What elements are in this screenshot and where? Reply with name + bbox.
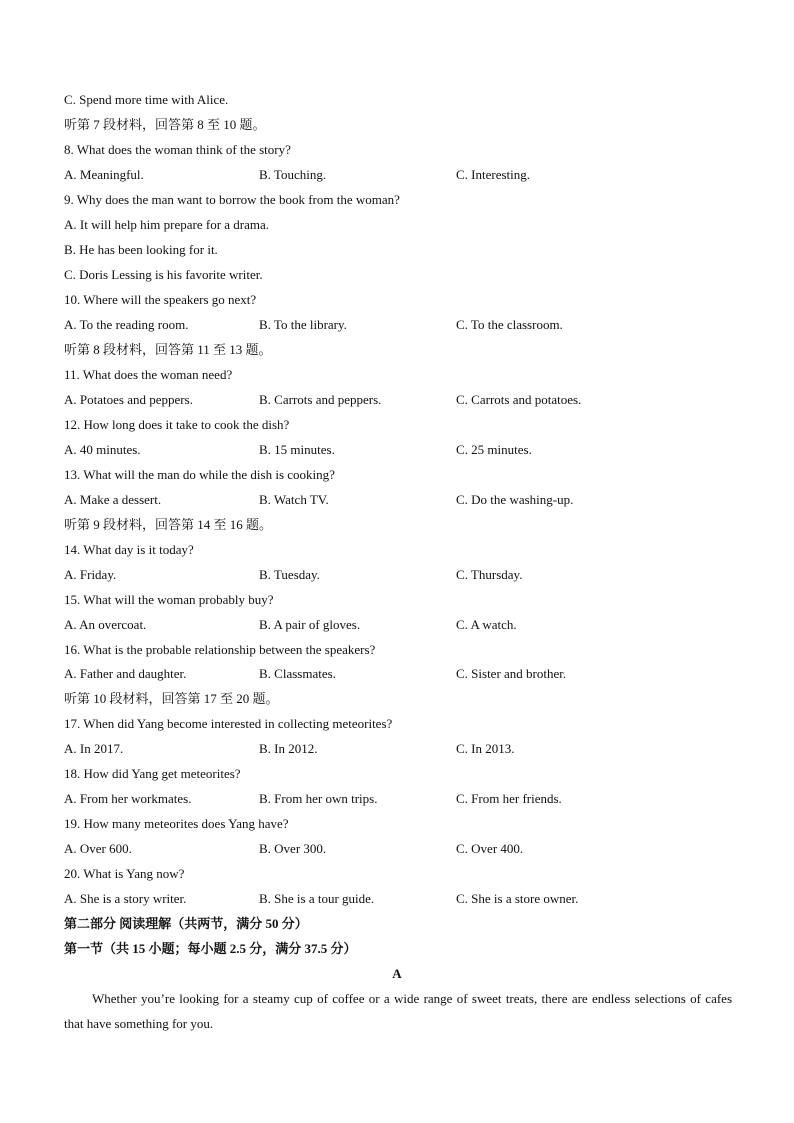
- q17-question: 17. When did Yang become interested in collecting meteorites?: [64, 716, 393, 731]
- q15-question: 15. What will the woman probably buy?: [64, 592, 274, 607]
- section-one-title: 第一节（共 15 小题；每小题 2.5 分，满分 37.5 分）: [64, 941, 357, 956]
- q8-question: 8. What does the woman think of the story?: [64, 142, 291, 157]
- q16-option-c: C. Sister and brother.: [456, 666, 567, 681]
- q16-question: 16. What is the probable relationship between the speakers?: [64, 642, 376, 657]
- q8-option-c: C. Interesting.: [456, 167, 531, 182]
- q14-option-b: B. Tuesday.: [259, 567, 320, 582]
- q19-question: 19. How many meteorites does Yang have?: [64, 816, 289, 831]
- q17-option-c: C. In 2013.: [456, 741, 515, 756]
- q15-option-b: B. A pair of gloves.: [259, 617, 361, 632]
- q20-option-c: C. She is a store owner.: [456, 891, 579, 906]
- q10-option-b: B. To the library.: [259, 317, 347, 332]
- q11-option-c: C. Carrots and potatoes.: [456, 392, 582, 407]
- q13-option-b: B. Watch TV.: [259, 492, 329, 507]
- q13-question: 13. What will the man do while the dish is cooking?: [64, 467, 335, 482]
- q10-question: 10. Where will the speakers go next?: [64, 292, 257, 307]
- q14-question: 14. What day is it today?: [64, 542, 194, 557]
- q8-option-a: A. Meaningful.: [64, 167, 144, 182]
- q18-question: 18. How did Yang get meteorites?: [64, 766, 241, 781]
- q11-option-b: B. Carrots and peppers.: [259, 392, 382, 407]
- q17-option-b: B. In 2012.: [259, 741, 318, 756]
- q12-option-b: B. 15 minutes.: [259, 442, 335, 457]
- q19-option-a: A. Over 600.: [64, 841, 132, 856]
- q15-option-a: A. An overcoat.: [64, 617, 147, 632]
- section10-instruction: 听第 10 段材料，回答第 17 至 20 题。: [64, 691, 279, 706]
- q20-option-b: B. She is a tour guide.: [259, 891, 375, 906]
- q18-option-b: B. From her own trips.: [259, 791, 378, 806]
- section8-instruction: 听第 8 段材料，回答第 11 至 13 题。: [64, 342, 272, 357]
- q14-option-c: C. Thursday.: [456, 567, 523, 582]
- q19-option-c: C. Over 400.: [456, 841, 524, 856]
- q11-question: 11. What does the woman need?: [64, 367, 233, 382]
- q16-option-a: A. Father and daughter.: [64, 666, 187, 681]
- q18-option-a: A. From her workmates.: [64, 791, 192, 806]
- q13-option-c: C. Do the washing-up.: [456, 492, 574, 507]
- q12-option-c: C. 25 minutes.: [456, 442, 532, 457]
- q9-option-c: C. Doris Lessing is his favorite writer.: [64, 267, 263, 282]
- q10-option-a: A. To the reading room.: [64, 317, 189, 332]
- q15-option-c: C. A watch.: [456, 617, 517, 632]
- q13-option-a: A. Make a dessert.: [64, 492, 162, 507]
- q19-option-b: B. Over 300.: [259, 841, 327, 856]
- q14-option-a: A. Friday.: [64, 567, 117, 582]
- q10-option-c: C. To the classroom.: [456, 317, 563, 332]
- q20-question: 20. What is Yang now?: [64, 866, 185, 881]
- q16-option-b: B. Classmates.: [259, 666, 336, 681]
- q12-question: 12. How long does it take to cook the dish?: [64, 417, 290, 432]
- q9-option-b: B. He has been looking for it.: [64, 242, 218, 257]
- q20-option-a: A. She is a story writer.: [64, 891, 187, 906]
- q18-option-c: C. From her friends.: [456, 791, 562, 806]
- q9-question: 9. Why does the man want to borrow the book from the woman?: [64, 192, 400, 207]
- q8-option-b: B. Touching.: [259, 167, 327, 182]
- q9-option-a: A. It will help him prepare for a drama.: [64, 217, 270, 232]
- section7-instruction: 听第 7 段材料，回答第 8 至 10 题。: [64, 117, 266, 132]
- passage-paragraph: Whether you’re looking for a steamy cup of coffee or a wide range of sweet treats, there are endless selections of cafes that have something for you.: [64, 991, 732, 1031]
- q12-option-a: A. 40 minutes.: [64, 442, 141, 457]
- q11-option-a: A. Potatoes and peppers.: [64, 392, 193, 407]
- passage-label: A: [392, 966, 402, 981]
- q17-option-a: A. In 2017.: [64, 741, 124, 756]
- q7-option-c: C. Spend more time with Alice.: [64, 92, 229, 107]
- section9-instruction: 听第 9 段材料，回答第 14 至 16 题。: [64, 517, 273, 532]
- part-two-title: 第二部分 阅读理解（共两节，满分 50 分）: [64, 916, 308, 931]
